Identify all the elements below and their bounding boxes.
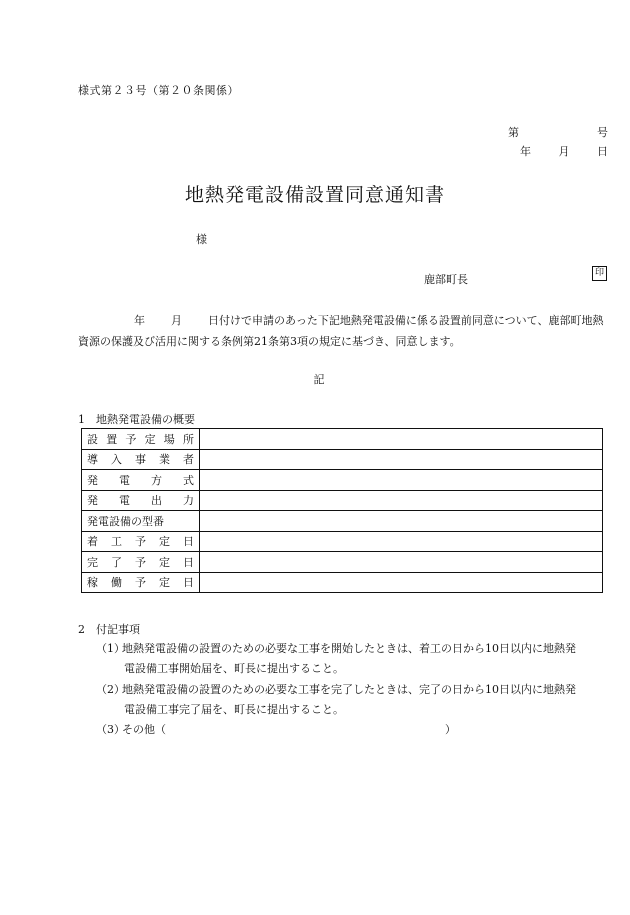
label-char: 予	[125, 432, 137, 446]
row-label-text	[87, 554, 194, 570]
label-char: 事	[135, 453, 146, 467]
label-char: 日	[183, 535, 194, 549]
label-char: 予	[135, 576, 146, 590]
label-char: 定	[144, 432, 156, 446]
sender-name: 鹿部町長	[424, 273, 468, 286]
row-value[interactable]	[200, 572, 603, 593]
body-month: 月	[171, 314, 182, 327]
form-number: 様式第２３号（第２０条関係）	[78, 84, 239, 97]
label-char: 日	[183, 576, 194, 590]
label-char: 発電設備の型番	[87, 514, 164, 528]
label-char: 着	[87, 535, 98, 549]
note-marker: （2）	[96, 683, 125, 696]
seal-stamp: 印	[592, 266, 607, 281]
table-row	[82, 449, 603, 470]
label-char: 完	[87, 555, 98, 569]
addressee-suffix: 様	[196, 233, 207, 246]
row-value[interactable]	[200, 429, 603, 450]
row-label-text	[87, 472, 194, 488]
section2-heading: 2 付記事項	[78, 623, 140, 636]
note-line: 地熱発電設備の設置のための必要な工事を開始したときは、着工の日から10日以内に地熱発	[122, 642, 576, 655]
body-year: 年	[134, 314, 145, 327]
label-char: 式	[183, 473, 194, 487]
table-row	[82, 470, 603, 491]
note-line: その他（	[122, 723, 166, 736]
label-char: 方	[151, 473, 162, 487]
note-item-3	[96, 720, 612, 740]
row-value[interactable]	[200, 552, 603, 573]
row-label-text	[87, 533, 194, 549]
table-row	[82, 490, 603, 511]
row-label	[82, 470, 200, 491]
note-line-continued: 電設備工事完了届を、町長に提出すること。	[124, 703, 344, 716]
label-char: 電	[119, 473, 130, 487]
label-char: 出	[151, 494, 162, 508]
label-char: 了	[111, 555, 122, 569]
row-label	[82, 552, 200, 573]
date-day: 日	[597, 145, 608, 158]
table-row	[82, 572, 603, 593]
note-line: 地熱発電設備の設置のための必要な工事を完了したときは、完了の日から10日以内に地熱発	[122, 683, 576, 696]
label-char: 予	[135, 535, 146, 549]
row-value[interactable]	[200, 531, 603, 552]
row-label	[82, 572, 200, 593]
notice-body	[78, 310, 608, 352]
date-month: 月	[558, 145, 570, 158]
row-label	[82, 490, 200, 511]
row-label	[82, 429, 200, 450]
issue-date	[520, 143, 608, 159]
note-marker: （1）	[96, 642, 125, 655]
table-row	[82, 552, 603, 573]
label-char: 日	[183, 555, 194, 569]
label-char: 導	[87, 453, 98, 467]
label-char: 発	[87, 494, 98, 508]
row-label-text	[87, 492, 194, 508]
row-label	[82, 449, 200, 470]
document-number	[508, 124, 608, 140]
label-char: 働	[111, 576, 122, 590]
label-char: 者	[183, 453, 194, 467]
number-prefix: 第	[508, 126, 519, 139]
table-row	[82, 429, 603, 450]
section1-heading: 1 地熱発電設備の概要	[78, 413, 195, 426]
label-char: 電	[119, 494, 130, 508]
label-char: 業	[159, 453, 170, 467]
row-label-text	[87, 451, 194, 467]
label-char: 予	[135, 555, 146, 569]
row-label	[82, 531, 200, 552]
document-title: 地熱発電設備設置同意通知書	[184, 184, 445, 206]
row-label	[82, 511, 200, 532]
row-value[interactable]	[200, 470, 603, 491]
table-row	[82, 531, 603, 552]
row-label-text	[87, 431, 194, 447]
note-line-continued: 電設備工事開始届を、町長に提出すること。	[124, 662, 344, 675]
table-row	[82, 511, 603, 532]
row-value[interactable]	[200, 511, 603, 532]
label-char: 所	[182, 432, 194, 446]
label-char: 定	[159, 576, 170, 590]
label-char: 場	[163, 432, 175, 446]
label-char: 定	[159, 555, 170, 569]
row-value[interactable]	[200, 490, 603, 511]
label-char: 入	[111, 453, 122, 467]
label-char: 発	[87, 473, 98, 487]
note-paren-close: ）	[445, 723, 456, 736]
label-char: 設	[87, 432, 98, 446]
label-char: 工	[111, 535, 122, 549]
overview-table	[81, 428, 603, 593]
row-label-text	[87, 574, 194, 590]
ki-heading: 記	[313, 373, 325, 386]
label-char: 力	[183, 494, 194, 508]
body-text: 日付けで申請のあった下記地熱発電設備に係る設置前同意について、鹿部町地熱資源の保護及び活用に関する条例第21条第3項の規定に基づき、同意します。	[78, 314, 604, 348]
note-item-1	[96, 639, 612, 679]
row-label-text	[87, 513, 194, 529]
number-suffix: 号	[597, 126, 608, 139]
note-item-2	[96, 680, 612, 720]
date-year: 年	[520, 145, 531, 158]
label-char: 定	[159, 535, 170, 549]
row-value[interactable]	[200, 449, 603, 470]
label-char: 稼	[87, 576, 98, 590]
label-char: 置	[106, 432, 118, 446]
note-marker: （3）	[96, 723, 125, 736]
